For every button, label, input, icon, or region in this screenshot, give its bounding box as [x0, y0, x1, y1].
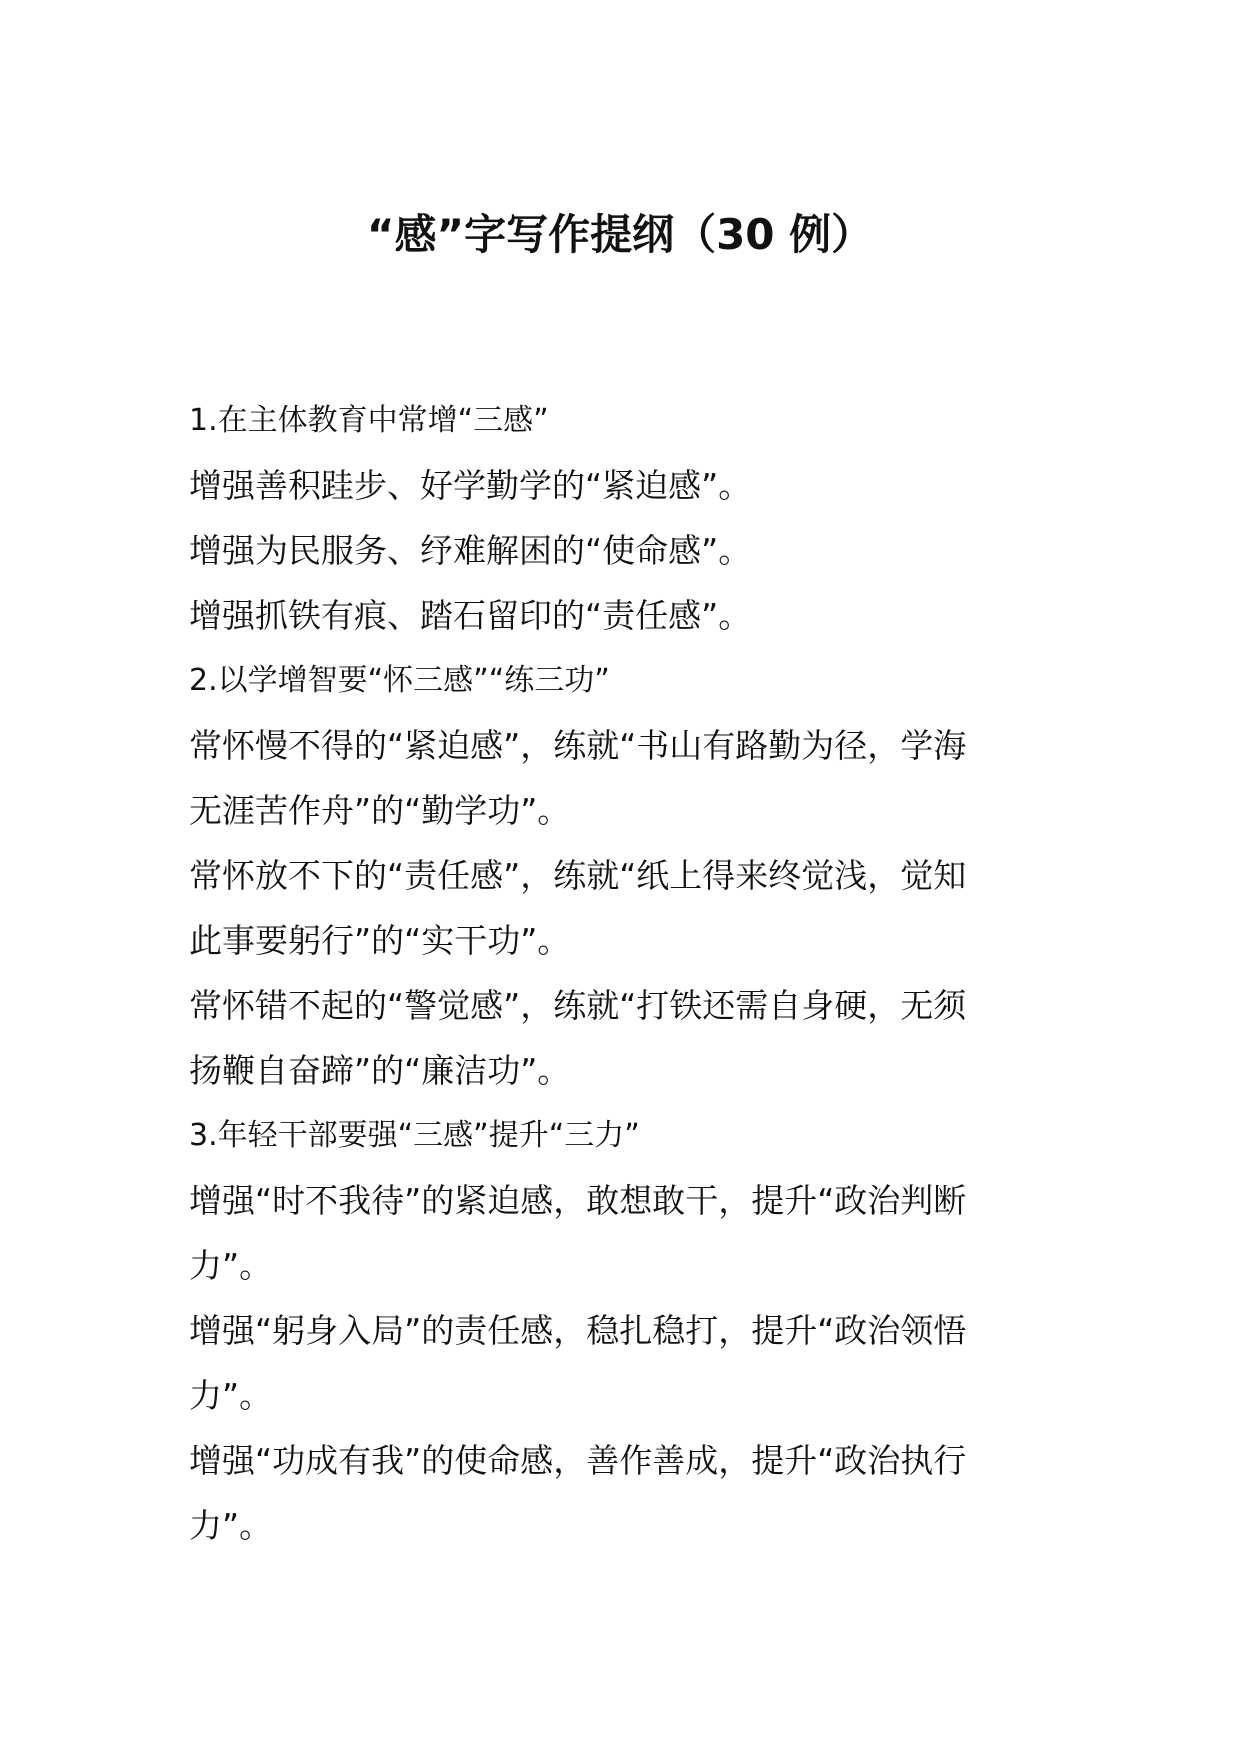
- text-line: 增强抓铁有痕、踏石留印的“责任感”。: [189, 596, 752, 635]
- document-title: “感”字写作提纲（30 例）: [366, 210, 874, 259]
- text-line: 常怀放不下的“责任感”，练就“纸上得来终觉浅，觉知: [189, 856, 967, 895]
- text-line: 增强“躬身入局”的责任感，稳扎稳打，提升“政治领悟: [189, 1311, 967, 1350]
- section-heading-3: 3.年轻干部要强“三感”提升“三力”: [189, 1118, 640, 1153]
- text-line: 扬鞭自奋蹄”的“廉洁功”。: [189, 1051, 571, 1090]
- text-line: 常怀慢不得的“紧迫感”，练就“书山有路勤为径，学海: [189, 726, 967, 765]
- text-line: 力”。: [189, 1506, 273, 1545]
- text-line: 常怀错不起的“警觉感”，练就“打铁还需自身硬，无须: [189, 986, 967, 1025]
- text-line: 增强“功成有我”的使命感，善作善成，提升“政治执行: [189, 1441, 967, 1480]
- text-line: 增强“时不我待”的紧迫感，敢想敢干，提升“政治判断: [189, 1181, 967, 1220]
- text-line: 增强为民服务、纾难解困的“使命感”。: [189, 531, 752, 570]
- text-line: 此事要躬行”的“实干功”。: [189, 921, 571, 960]
- text-line: 无涯苦作舟”的“勤学功”。: [189, 791, 571, 830]
- document-body: [189, 388, 1059, 1558]
- section-heading-2: 2.以学增智要“怀三感”“练三功”: [189, 663, 610, 698]
- text-line: 力”。: [189, 1246, 273, 1285]
- text-line: 力”。: [189, 1376, 273, 1415]
- text-line: 增强善积跬步、好学勤学的“紧迫感”。: [189, 466, 752, 505]
- section-heading-1: 1.在主体教育中常增“三感”: [189, 403, 549, 438]
